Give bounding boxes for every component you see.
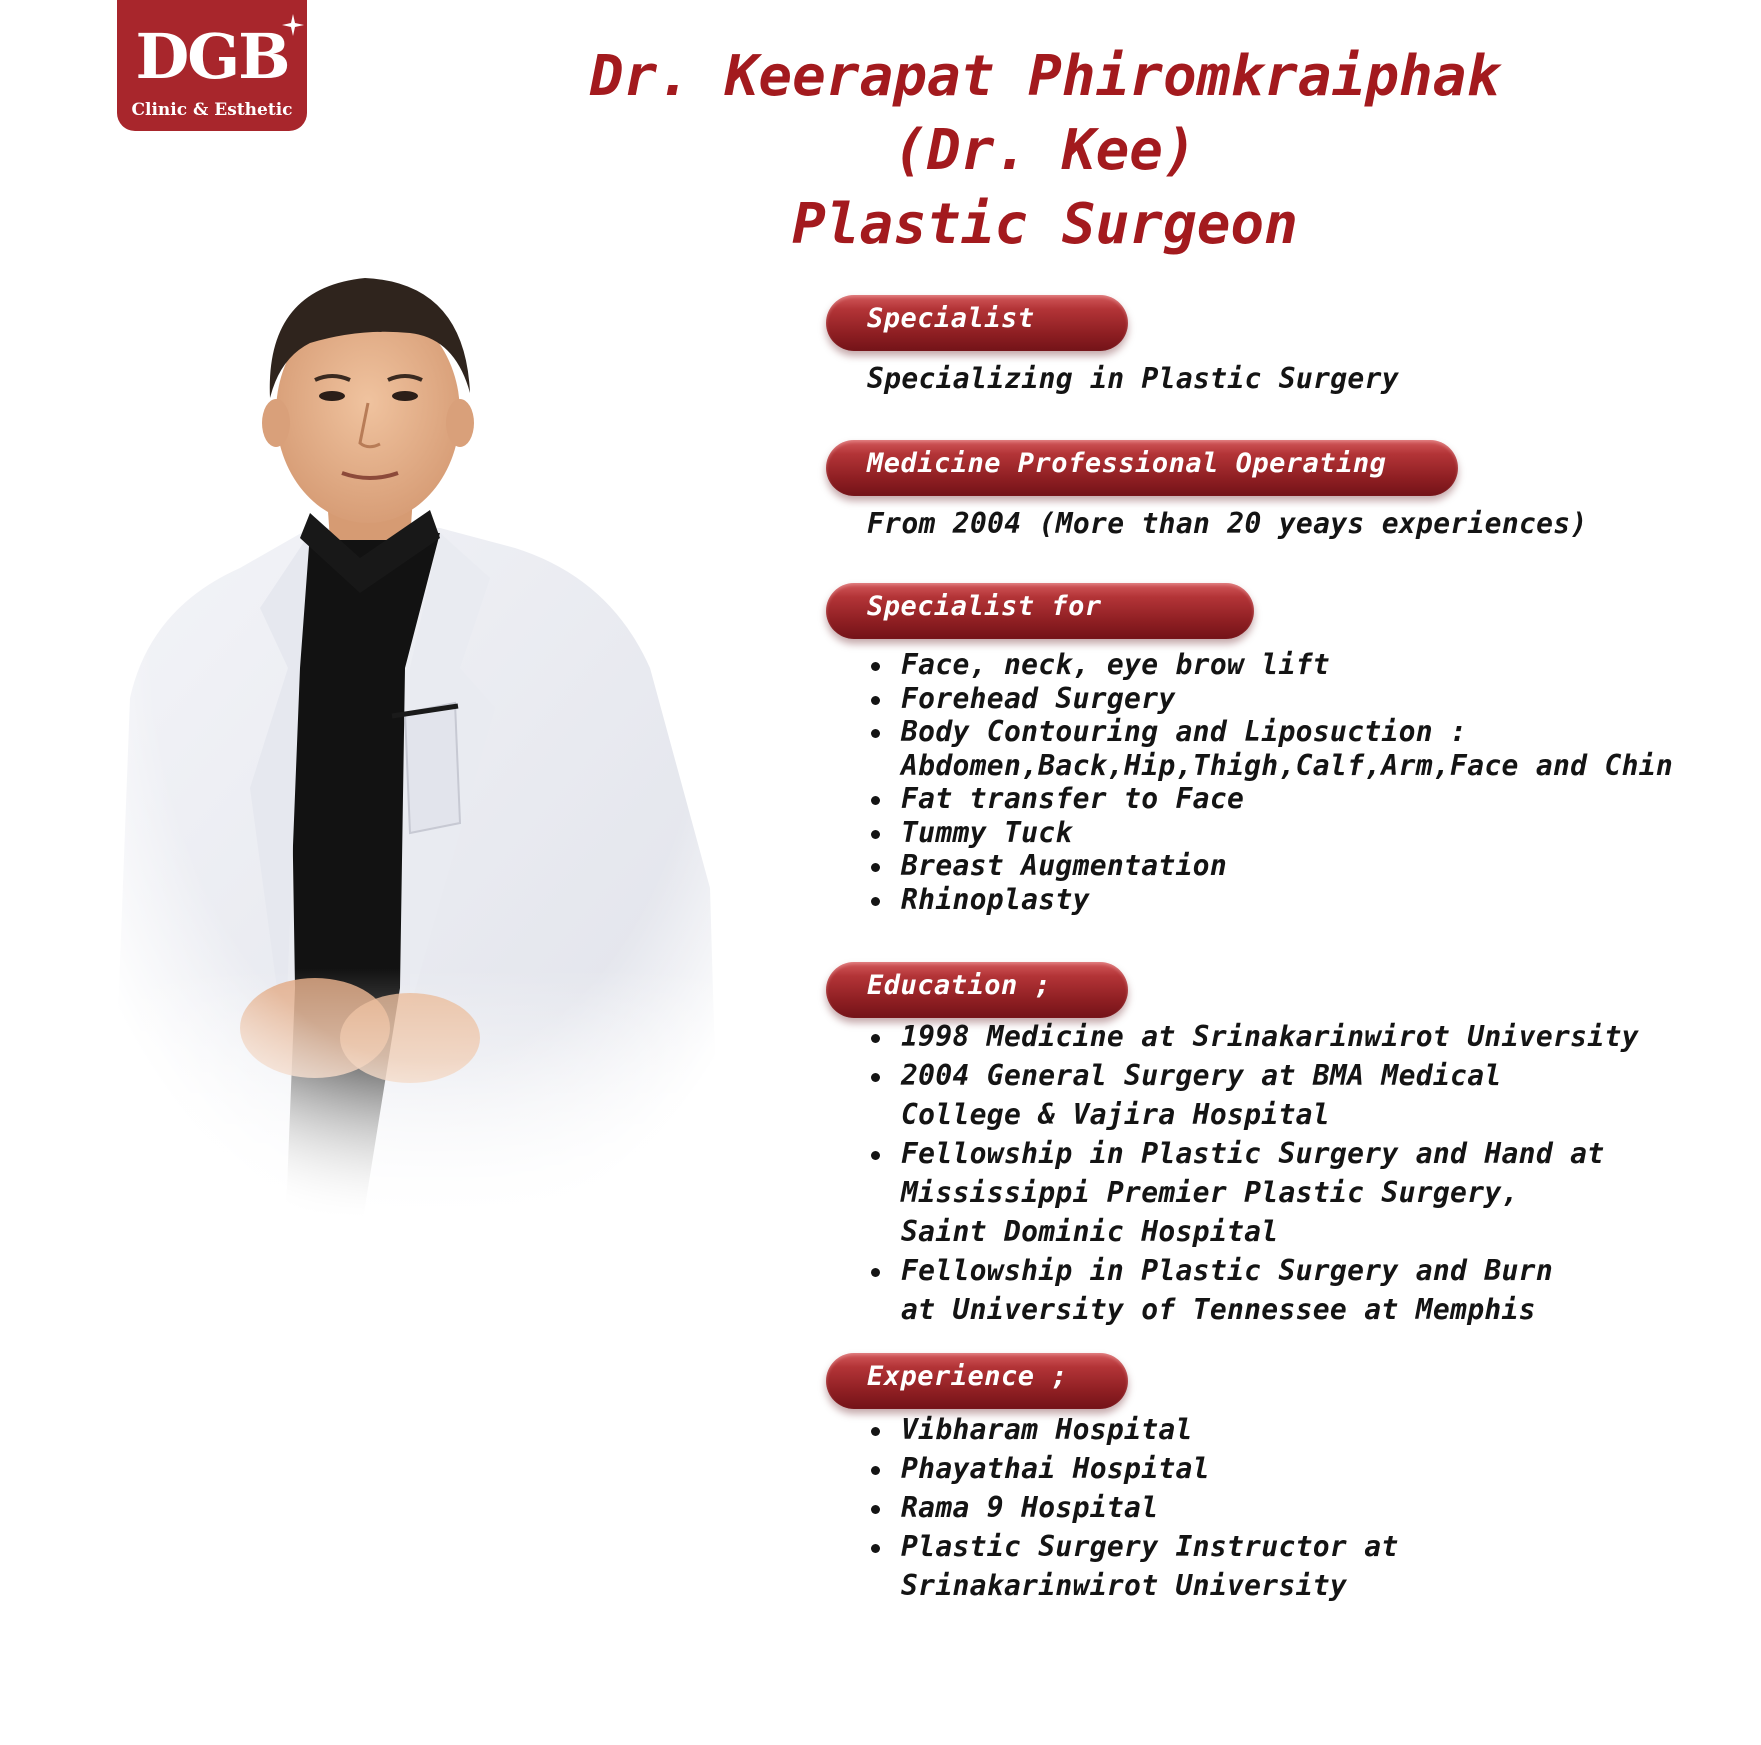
clinic-logo bbox=[117, 0, 307, 131]
education-heading-label: Education ; bbox=[867, 970, 1052, 1001]
practice-heading-label: Medicine Professional Operating bbox=[867, 448, 1387, 479]
doctor-nickname: (Dr. Kee) bbox=[893, 118, 1197, 183]
specialist-for-heading-label: Specialist for bbox=[867, 591, 1102, 622]
list-item: Body Contouring and Liposuction : Abdomen,Back,Hip,Thigh,Calf,Arm,Face and Chin bbox=[867, 715, 1673, 782]
list-item: Plastic Surgery Instructor at Srinakarinwirot University bbox=[867, 1527, 1399, 1605]
list-item: Rhinoplasty bbox=[867, 883, 1673, 917]
logo-mark: DGB bbox=[135, 20, 289, 93]
specialist-text: Specializing in Plastic Surgery bbox=[867, 362, 1399, 395]
list-item: Forehead Surgery bbox=[867, 682, 1673, 716]
list-item: 1998 Medicine at Srinakarinwirot University bbox=[867, 1017, 1639, 1056]
list-item: Vibharam Hospital bbox=[867, 1410, 1399, 1449]
list-item: Fellowship in Plastic Surgery and Burn at University of Tennessee at Memphis bbox=[867, 1251, 1639, 1329]
sparkle-icon bbox=[282, 14, 304, 36]
practice-text: From 2004 (More than 20 yeays experiences) bbox=[867, 507, 1588, 540]
specialist-heading bbox=[826, 295, 1128, 351]
experience-heading-label: Experience ; bbox=[867, 1361, 1069, 1392]
logo-subtitle: Clinic & Esthetic bbox=[131, 100, 293, 120]
title-block bbox=[440, 40, 1650, 262]
list-item: Rama 9 Hospital bbox=[867, 1488, 1399, 1527]
list-item: 2004 General Surgery at BMA Medical College & Vajira Hospital bbox=[867, 1056, 1639, 1134]
experience-heading bbox=[826, 1353, 1128, 1409]
education-list bbox=[867, 1017, 1639, 1329]
list-item: Tummy Tuck bbox=[867, 816, 1673, 850]
specialist-for-heading bbox=[826, 583, 1254, 639]
specialist-for-list bbox=[867, 648, 1673, 916]
education-heading bbox=[826, 962, 1128, 1018]
list-item: Face, neck, eye brow lift bbox=[867, 648, 1673, 682]
list-item: Fellowship in Plastic Surgery and Hand at Mississippi Premier Plastic Surgery, Saint Dominic Hospital bbox=[867, 1134, 1639, 1251]
experience-list bbox=[867, 1410, 1399, 1605]
list-item: Phayathai Hospital bbox=[867, 1449, 1399, 1488]
list-item: Breast Augmentation bbox=[867, 849, 1673, 883]
practice-heading bbox=[826, 440, 1458, 496]
doctor-name: Dr. Keerapat Phiromkraiphak bbox=[589, 44, 1501, 109]
doctor-position: Plastic Surgeon bbox=[792, 192, 1298, 257]
specialist-heading-label: Specialist bbox=[867, 303, 1035, 334]
list-item: Fat transfer to Face bbox=[867, 782, 1673, 816]
doctor-portrait bbox=[110, 248, 750, 1248]
